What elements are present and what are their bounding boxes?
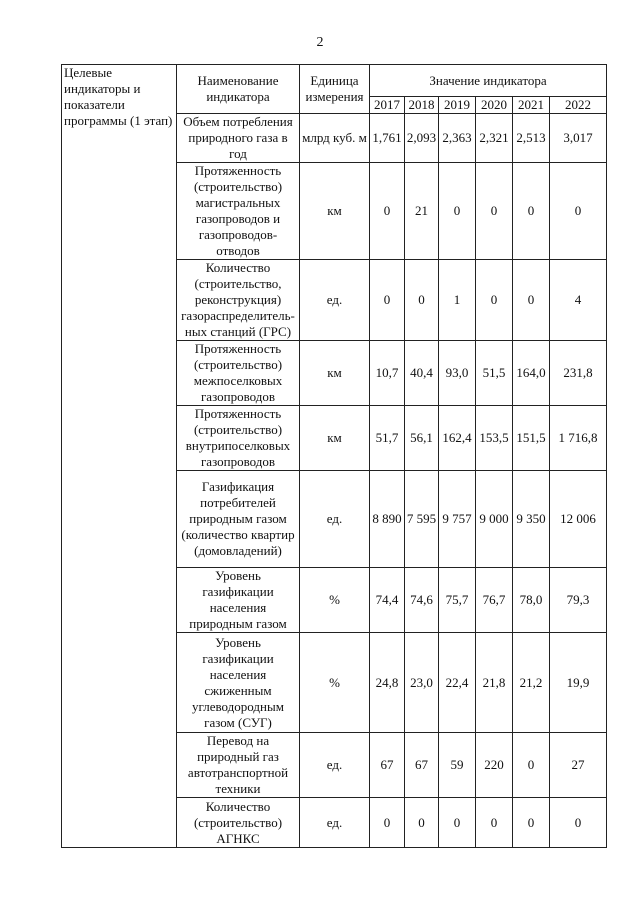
indicator-value-2022: 79,3 — [550, 568, 607, 633]
indicator-value-2021: 0 — [513, 798, 550, 848]
indicator-name: Протяженность (строительство) внутрипоселковых газопроводов — [177, 406, 300, 471]
program-indicators-label: Целевые индикаторы и показатели программы (1 этап) — [62, 65, 177, 848]
indicator-value-2020: 76,7 — [476, 568, 513, 633]
indicator-name: Газификация потребителей природным газом (количество квартир (домовладений) — [177, 471, 300, 568]
indicator-value-2022: 19,9 — [550, 633, 607, 733]
indicator-value-2017: 67 — [370, 733, 405, 798]
indicator-value-2019: 0 — [439, 798, 476, 848]
indicator-unit: ед. — [300, 260, 370, 341]
indicator-value-2020: 2,321 — [476, 114, 513, 163]
year-header-2019: 2019 — [439, 97, 476, 114]
indicator-value-2020: 0 — [476, 798, 513, 848]
indicator-unit: ед. — [300, 471, 370, 568]
indicator-value-2019: 75,7 — [439, 568, 476, 633]
indicator-value-2022: 1 716,8 — [550, 406, 607, 471]
indicator-value-2017: 0 — [370, 260, 405, 341]
indicator-value-2018: 56,1 — [405, 406, 439, 471]
year-header-2020: 2020 — [476, 97, 513, 114]
year-header-2017: 2017 — [370, 97, 405, 114]
indicator-value-2021: 9 350 — [513, 471, 550, 568]
indicator-value-2020: 51,5 — [476, 341, 513, 406]
indicator-name: Протяженность (строительство) межпоселковых газопроводов — [177, 341, 300, 406]
indicator-value-2019: 162,4 — [439, 406, 476, 471]
indicator-value-2022: 0 — [550, 163, 607, 260]
indicator-value-2018: 21 — [405, 163, 439, 260]
indicator-value-2018: 7 595 — [405, 471, 439, 568]
indicator-value-2019: 22,4 — [439, 633, 476, 733]
indicator-value-2021: 0 — [513, 733, 550, 798]
indicator-value-2021: 0 — [513, 260, 550, 341]
indicator-value-2017: 10,7 — [370, 341, 405, 406]
header-unit: Единица измерения — [300, 65, 370, 114]
indicator-value-2018: 74,6 — [405, 568, 439, 633]
indicator-value-2018: 40,4 — [405, 341, 439, 406]
indicators-table — [61, 64, 607, 848]
indicator-name: Количество (строительство, реконструкция) газораспределитель-ных станций (ГРС) — [177, 260, 300, 341]
indicator-value-2021: 151,5 — [513, 406, 550, 471]
indicator-value-2021: 164,0 — [513, 341, 550, 406]
indicator-unit: км — [300, 163, 370, 260]
indicator-value-2019: 9 757 — [439, 471, 476, 568]
indicator-value-2022: 27 — [550, 733, 607, 798]
indicator-value-2021: 2,513 — [513, 114, 550, 163]
indicator-value-2018: 2,093 — [405, 114, 439, 163]
indicator-name: Уровень газификации населения сжиженным углеводородным газом (СУГ) — [177, 633, 300, 733]
header-row — [62, 65, 607, 97]
header-indicator-name: Наименование индикатора — [177, 65, 300, 114]
indicator-value-2017: 24,8 — [370, 633, 405, 733]
indicator-value-2017: 0 — [370, 798, 405, 848]
indicator-value-2020: 0 — [476, 260, 513, 341]
indicator-value-2017: 51,7 — [370, 406, 405, 471]
indicator-name: Протяженность (строительство) магистральных газопроводов и газопроводов-отводов — [177, 163, 300, 260]
indicator-value-2022: 0 — [550, 798, 607, 848]
indicator-value-2021: 21,2 — [513, 633, 550, 733]
indicator-unit: % — [300, 568, 370, 633]
indicator-unit: ед. — [300, 733, 370, 798]
indicator-value-2021: 0 — [513, 163, 550, 260]
indicator-value-2020: 153,5 — [476, 406, 513, 471]
year-header-2022: 2022 — [550, 97, 607, 114]
indicator-value-2017: 1,761 — [370, 114, 405, 163]
indicator-unit: ед. — [300, 798, 370, 848]
indicator-value-2021: 78,0 — [513, 568, 550, 633]
indicator-value-2019: 2,363 — [439, 114, 476, 163]
indicator-unit: млрд куб. м — [300, 114, 370, 163]
indicator-value-2022: 12 006 — [550, 471, 607, 568]
indicator-value-2018: 67 — [405, 733, 439, 798]
indicator-name: Количество (строительство) АГНКС — [177, 798, 300, 848]
page-number: 2 — [316, 35, 324, 50]
indicator-value-2019: 93,0 — [439, 341, 476, 406]
indicator-unit: % — [300, 633, 370, 733]
indicator-value-2022: 231,8 — [550, 341, 607, 406]
year-header-2018: 2018 — [405, 97, 439, 114]
indicator-value-2020: 9 000 — [476, 471, 513, 568]
indicator-value-2017: 8 890 — [370, 471, 405, 568]
indicator-value-2020: 220 — [476, 733, 513, 798]
indicator-unit: км — [300, 341, 370, 406]
indicator-value-2019: 1 — [439, 260, 476, 341]
indicator-value-2020: 0 — [476, 163, 513, 260]
year-header-2021: 2021 — [513, 97, 550, 114]
indicator-name: Уровень газификации населения природным газом — [177, 568, 300, 633]
indicator-name: Перевод на природный газ автотранспортной техники — [177, 733, 300, 798]
indicator-value-2019: 59 — [439, 733, 476, 798]
header-indicator-value: Значение индикатора — [370, 65, 607, 97]
indicator-value-2020: 21,8 — [476, 633, 513, 733]
indicator-value-2018: 0 — [405, 260, 439, 341]
indicator-value-2022: 3,017 — [550, 114, 607, 163]
indicator-value-2017: 74,4 — [370, 568, 405, 633]
indicator-value-2018: 0 — [405, 798, 439, 848]
indicator-value-2022: 4 — [550, 260, 607, 341]
indicator-name: Объем потребления природного газа в год — [177, 114, 300, 163]
indicator-unit: км — [300, 406, 370, 471]
indicator-value-2018: 23,0 — [405, 633, 439, 733]
indicator-value-2017: 0 — [370, 163, 405, 260]
indicator-value-2019: 0 — [439, 163, 476, 260]
